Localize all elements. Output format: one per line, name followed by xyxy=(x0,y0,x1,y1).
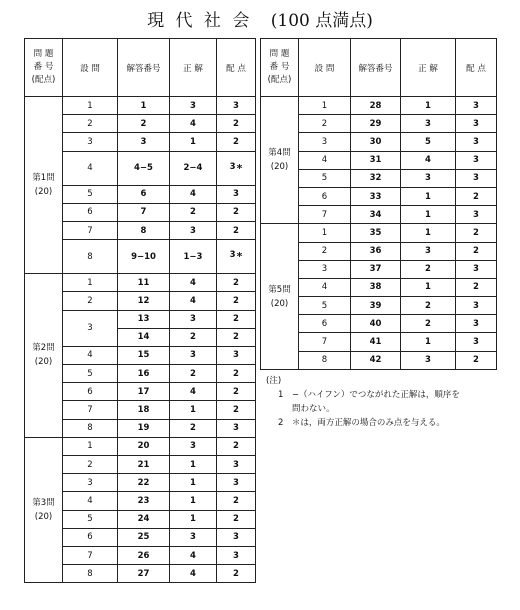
cell-kaito: 8 xyxy=(118,221,170,239)
cell-kaito: 28 xyxy=(351,97,401,115)
answer-table-left xyxy=(24,38,256,583)
cell-setsumon: 4 xyxy=(63,151,118,185)
cell-kaito: 20 xyxy=(118,437,170,455)
cell-kaito: 1 xyxy=(118,97,170,115)
cell-setsumon: 3 xyxy=(299,133,351,151)
cell-setsumon: 2 xyxy=(299,242,351,260)
cell-seikai: 3 xyxy=(401,351,456,369)
cell-kaito: 2 xyxy=(118,115,170,133)
title-text: 現 代 社 会 xyxy=(147,11,253,31)
cell-haiten: 3 xyxy=(456,315,497,333)
table-row xyxy=(25,437,256,455)
cell-kaito: 38 xyxy=(351,278,401,296)
cell-kaito: 31 xyxy=(351,151,401,169)
cell-haiten: 3 xyxy=(217,419,256,437)
cell-haiten: 3 xyxy=(217,97,256,115)
cell-seikai: 3 xyxy=(401,115,456,133)
cell-setsumon: 6 xyxy=(299,315,351,333)
cell-kaito: 3 xyxy=(118,133,170,151)
cell-setsumon: 8 xyxy=(299,351,351,369)
cell-kaito: 9−10 xyxy=(118,240,170,274)
star-mark: * xyxy=(236,161,243,175)
cell-setsumon: 4 xyxy=(63,346,118,364)
cell-kaito: 30 xyxy=(351,133,401,151)
cell-setsumon: 8 xyxy=(63,240,118,274)
cell-seikai: 5 xyxy=(401,133,456,151)
cell-haiten: 2 xyxy=(217,437,256,455)
group-label: 第3問 xyxy=(32,498,55,509)
cell-seikai: 3 xyxy=(170,310,217,328)
cell-seikai: 3 xyxy=(170,221,217,239)
cell-seikai: 4 xyxy=(170,115,217,133)
cell-seikai: 3 xyxy=(401,169,456,187)
cell-haiten: 3 xyxy=(217,456,256,474)
cell-kaito: 12 xyxy=(118,292,170,310)
cell-setsumon: 3 xyxy=(63,310,118,346)
group-cell-2 xyxy=(25,274,63,438)
cell-haiten: 2 xyxy=(217,115,256,133)
cell-kaito: 37 xyxy=(351,260,401,278)
table-row xyxy=(25,274,256,292)
cell-haiten: 2 xyxy=(217,203,256,221)
cell-kaito: 21 xyxy=(118,456,170,474)
cell-haiten: 3 xyxy=(217,185,256,203)
cell-kaito: 24 xyxy=(118,510,170,528)
cell-setsumon: 5 xyxy=(299,297,351,315)
points-value: 3 xyxy=(229,161,236,172)
cell-kaito: 17 xyxy=(118,383,170,401)
cell-seikai: 1 xyxy=(401,278,456,296)
cell-setsumon: 1 xyxy=(63,437,118,455)
cell-setsumon: 6 xyxy=(63,528,118,546)
cell-haiten: 2 xyxy=(217,133,256,151)
cell-seikai: 4 xyxy=(170,546,217,564)
cell-kaito: 13 xyxy=(118,310,170,328)
cell-seikai: 1 xyxy=(170,456,217,474)
group-points: (20) xyxy=(270,298,289,309)
cell-haiten: 3 xyxy=(456,333,497,351)
note-1-continued: 問わない。 xyxy=(292,404,335,414)
cell-seikai: 3 xyxy=(170,97,217,115)
cell-haiten: 3 xyxy=(456,297,497,315)
group-label: 第1問 xyxy=(32,173,55,184)
cell-kaito: 19 xyxy=(118,419,170,437)
cell-kaito: 16 xyxy=(118,365,170,383)
cell-kaito: 33 xyxy=(351,187,401,205)
cell-setsumon: 7 xyxy=(63,546,118,564)
cell-setsumon: 6 xyxy=(63,203,118,221)
cell-kaito: 4−5 xyxy=(118,151,170,185)
cell-seikai: 2−4 xyxy=(170,151,217,185)
header-q-line3: (配点) xyxy=(267,75,292,85)
answer-table-right xyxy=(260,38,497,370)
cell-setsumon: 5 xyxy=(63,510,118,528)
cell-haiten: 2 xyxy=(456,224,497,242)
group-cell-5 xyxy=(261,224,299,370)
header-row xyxy=(261,39,497,97)
cell-haiten: 3 xyxy=(456,115,497,133)
header-q-line3: (配点) xyxy=(31,75,56,85)
cell-seikai: 4 xyxy=(170,185,217,203)
cell-setsumon: 8 xyxy=(63,565,118,583)
cell-seikai: 1 xyxy=(170,492,217,510)
cell-kaito: 23 xyxy=(118,492,170,510)
cell-setsumon: 7 xyxy=(299,206,351,224)
cell-kaito: 40 xyxy=(351,315,401,333)
notes-box xyxy=(260,370,492,442)
header-setsumon: 設 問 xyxy=(63,39,118,97)
group-cell-1 xyxy=(25,97,63,274)
group-cell-4 xyxy=(261,97,299,224)
cell-setsumon: 8 xyxy=(63,419,118,437)
cell-seikai: 1 xyxy=(401,224,456,242)
cell-haiten: 2 xyxy=(217,492,256,510)
table-row xyxy=(261,97,497,115)
header-haiten: 配 点 xyxy=(217,39,256,97)
cell-haiten: 2 xyxy=(456,187,497,205)
cell-seikai: 4 xyxy=(401,151,456,169)
cell-haiten: 3 xyxy=(456,133,497,151)
cell-haiten: 2 xyxy=(456,242,497,260)
cell-kaito: 39 xyxy=(351,297,401,315)
header-row xyxy=(25,39,256,97)
header-kaito: 解答番号 xyxy=(351,39,401,97)
cell-haiten xyxy=(217,240,256,274)
cell-kaito: 41 xyxy=(351,333,401,351)
cell-setsumon: 1 xyxy=(63,97,118,115)
cell-kaito: 36 xyxy=(351,242,401,260)
cell-setsumon: 6 xyxy=(63,383,118,401)
star-mark: * xyxy=(236,250,243,264)
cell-seikai: 1 xyxy=(170,133,217,151)
cell-kaito: 14 xyxy=(118,328,170,346)
title-subtitle: (100 点満点) xyxy=(270,11,373,31)
cell-haiten: 2 xyxy=(217,310,256,328)
cell-kaito: 27 xyxy=(118,565,170,583)
cell-seikai: 1 xyxy=(170,401,217,419)
cell-setsumon: 1 xyxy=(63,274,118,292)
cell-kaito: 15 xyxy=(118,346,170,364)
cell-haiten: 2 xyxy=(217,274,256,292)
cell-haiten: 3 xyxy=(456,169,497,187)
cell-setsumon: 2 xyxy=(63,456,118,474)
cell-haiten: 2 xyxy=(456,351,497,369)
cell-haiten: 2 xyxy=(217,510,256,528)
cell-seikai: 1 xyxy=(170,510,217,528)
cell-seikai: 4 xyxy=(170,274,217,292)
cell-seikai: 1 xyxy=(401,206,456,224)
table-row xyxy=(25,97,256,115)
header-kaito: 解答番号 xyxy=(118,39,170,97)
cell-setsumon: 5 xyxy=(63,365,118,383)
cell-haiten: 2 xyxy=(217,221,256,239)
cell-setsumon: 2 xyxy=(63,115,118,133)
page-title xyxy=(0,6,520,31)
header-setsumon: 設 問 xyxy=(299,39,351,97)
cell-setsumon: 5 xyxy=(63,185,118,203)
cell-seikai: 3 xyxy=(170,346,217,364)
cell-kaito: 34 xyxy=(351,206,401,224)
cell-haiten: 2 xyxy=(217,328,256,346)
cell-setsumon: 6 xyxy=(299,187,351,205)
group-points: (20) xyxy=(34,512,53,523)
cell-haiten: 2 xyxy=(217,401,256,419)
group-points: (20) xyxy=(270,162,289,173)
cell-setsumon: 1 xyxy=(299,97,351,115)
cell-kaito: 26 xyxy=(118,546,170,564)
cell-kaito: 22 xyxy=(118,474,170,492)
group-points: (20) xyxy=(34,357,53,368)
header-seikai: 正 解 xyxy=(401,39,456,97)
group-label: 第4問 xyxy=(268,148,291,159)
cell-setsumon: 2 xyxy=(63,292,118,310)
cell-setsumon: 4 xyxy=(299,151,351,169)
table-row xyxy=(261,224,497,242)
cell-setsumon: 3 xyxy=(63,474,118,492)
cell-haiten: 3 xyxy=(217,346,256,364)
cell-setsumon: 7 xyxy=(299,333,351,351)
header-question-number xyxy=(261,39,299,97)
group-points: (20) xyxy=(34,187,53,198)
cell-setsumon: 7 xyxy=(63,221,118,239)
cell-setsumon: 3 xyxy=(299,260,351,278)
cell-setsumon: 4 xyxy=(63,492,118,510)
cell-seikai: 1 xyxy=(401,97,456,115)
cell-seikai: 4 xyxy=(170,565,217,583)
group-cell-3 xyxy=(25,437,63,583)
cell-haiten: 2 xyxy=(217,383,256,401)
cell-kaito: 32 xyxy=(351,169,401,187)
notes-heading: (注) xyxy=(266,376,282,386)
header-q-line1: 問 題 xyxy=(33,49,54,59)
cell-seikai: 2 xyxy=(170,203,217,221)
cell-setsumon: 4 xyxy=(299,278,351,296)
cell-seikai: 2 xyxy=(170,328,217,346)
cell-haiten: 3 xyxy=(456,97,497,115)
cell-haiten: 2 xyxy=(217,292,256,310)
note-1: 1 −（ハイフン）でつながれた正解は，順序を xyxy=(278,390,460,400)
cell-haiten: 3 xyxy=(217,546,256,564)
cell-seikai: 3 xyxy=(170,437,217,455)
cell-seikai: 2 xyxy=(401,260,456,278)
cell-setsumon: 1 xyxy=(299,224,351,242)
cell-setsumon: 2 xyxy=(299,115,351,133)
cell-seikai: 3 xyxy=(170,528,217,546)
cell-setsumon: 7 xyxy=(63,401,118,419)
cell-haiten: 3 xyxy=(217,474,256,492)
cell-setsumon: 5 xyxy=(299,169,351,187)
cell-haiten: 3 xyxy=(456,206,497,224)
header-q-line2: 番 号 xyxy=(33,62,54,72)
group-label: 第5問 xyxy=(268,284,291,295)
cell-haiten: 3 xyxy=(456,260,497,278)
cell-seikai: 1 xyxy=(170,474,217,492)
cell-seikai: 2 xyxy=(170,365,217,383)
cell-seikai: 2 xyxy=(170,419,217,437)
header-seikai: 正 解 xyxy=(170,39,217,97)
cell-seikai: 1−3 xyxy=(170,240,217,274)
cell-seikai: 1 xyxy=(401,333,456,351)
cell-setsumon: 3 xyxy=(63,133,118,151)
cell-seikai: 1 xyxy=(401,187,456,205)
cell-seikai: 2 xyxy=(401,297,456,315)
cell-seikai: 4 xyxy=(170,383,217,401)
header-q-line1: 問 題 xyxy=(269,49,290,59)
cell-kaito: 29 xyxy=(351,115,401,133)
cell-haiten: 2 xyxy=(217,565,256,583)
header-question-number xyxy=(25,39,63,97)
header-q-line2: 番 号 xyxy=(269,62,290,72)
cell-seikai: 4 xyxy=(170,292,217,310)
cell-haiten: 3 xyxy=(217,528,256,546)
group-label: 第2問 xyxy=(32,343,55,354)
cell-haiten: 2 xyxy=(456,278,497,296)
note-2: 2 ＊は，両方正解の場合のみ点を与える。 xyxy=(278,418,445,428)
cell-kaito: 42 xyxy=(351,351,401,369)
cell-kaito: 7 xyxy=(118,203,170,221)
cell-kaito: 35 xyxy=(351,224,401,242)
cell-kaito: 18 xyxy=(118,401,170,419)
cell-haiten xyxy=(217,151,256,185)
cell-haiten: 2 xyxy=(217,365,256,383)
points-value: 3 xyxy=(229,250,236,261)
cell-haiten: 3 xyxy=(456,151,497,169)
cell-kaito: 6 xyxy=(118,185,170,203)
header-haiten: 配 点 xyxy=(456,39,497,97)
cell-seikai: 2 xyxy=(401,315,456,333)
cell-kaito: 11 xyxy=(118,274,170,292)
cell-kaito: 25 xyxy=(118,528,170,546)
cell-seikai: 3 xyxy=(401,242,456,260)
